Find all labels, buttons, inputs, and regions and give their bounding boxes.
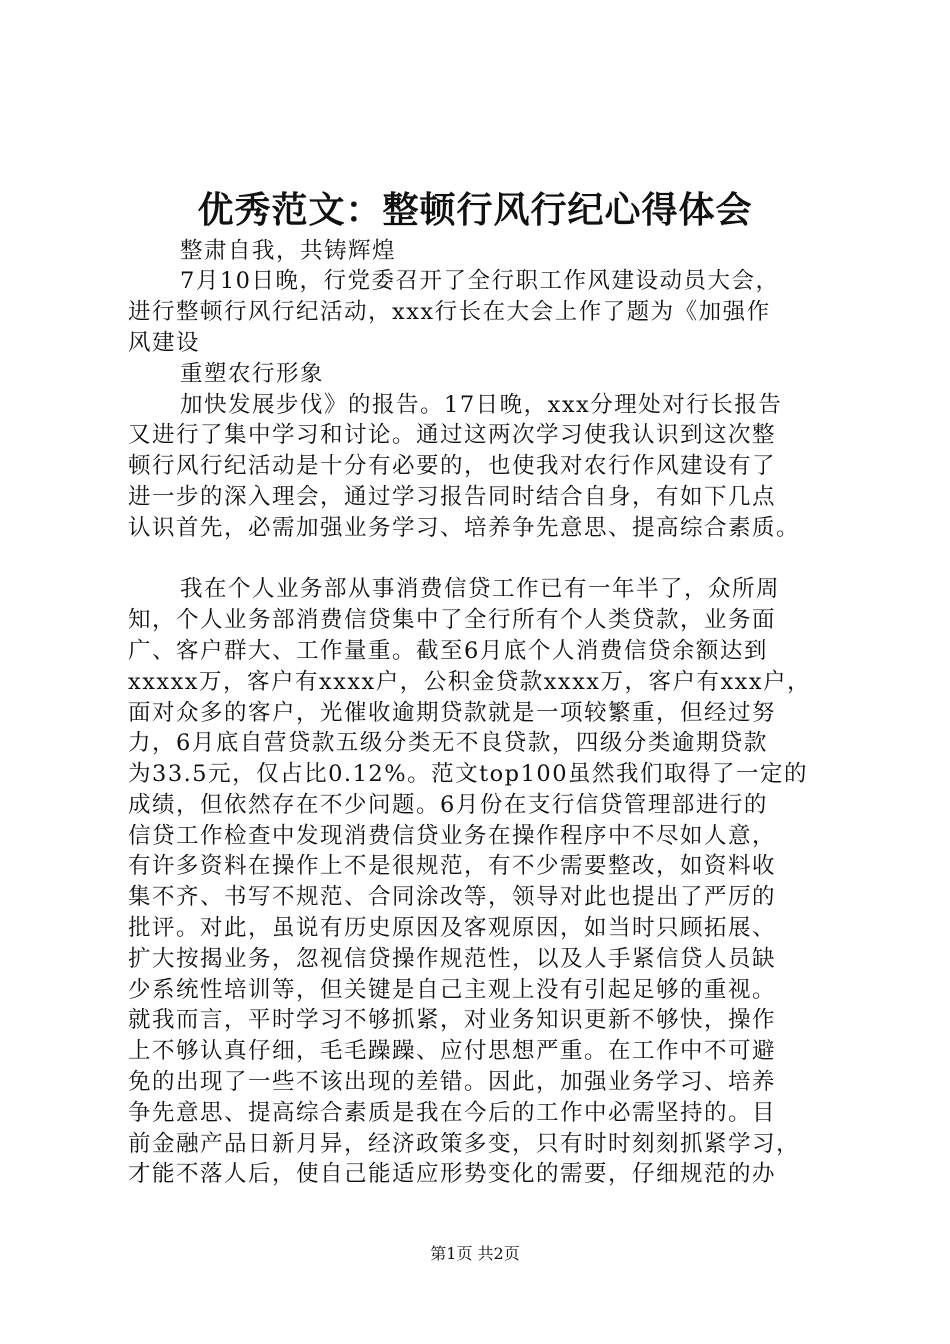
text-line: 批评。对此，虽说有历史原因及客观原因，如当时只顾拓展、	[128, 915, 777, 941]
text-line: 信贷工作检查中发现消费信贷业务在操作程序中不尽如人意，	[128, 823, 777, 849]
text-line: 前金融产品日新月异，经济政策多变，只有时时刻刻抓紧学习，	[128, 1131, 801, 1157]
text-line: 面对众多的客户，光催收逾期贷款就是一项较繁重，但经过努	[128, 700, 777, 726]
text-line: 成绩，但依然存在不少问题。6月份在支行信贷管理部进行的	[128, 792, 768, 818]
text-line: 知，个人业务部消费信贷集中了全行所有个人类贷款，业务面	[128, 607, 777, 633]
text-line: 为33.5元，仅占比0.12%。范文top100虽然我们取得了一定的	[128, 761, 809, 787]
text-line: 7月10日晚，行党委召开了全行职工作风建设动员大会，	[180, 268, 780, 294]
text-line: 集不齐、书写不规范、合同涂改等，领导对此也提出了严厉的	[128, 884, 777, 910]
text-line: 又进行了集中学习和讨论。通过这两次学习使我认识到这次整	[128, 422, 777, 448]
text-line: 扩大按揭业务，忽视信贷操作规范性，以及人手紧信贷人员缺	[128, 946, 777, 972]
page-number: 第1页 共2页	[430, 1244, 520, 1263]
text-line: 上不够认真仔细，毛毛躁躁、应付思想严重。在工作中不可避	[128, 1038, 777, 1064]
text-line: 有许多资料在操作上不是很规范，有不少需要整改，如资料收	[128, 853, 777, 879]
text-line: 广、客户群大、工作量重。截至6月底个人消费信贷余额达到	[128, 638, 768, 664]
text-line: 才能不落人后，使自己能适应形势变化的需要，仔细规范的办	[128, 1161, 777, 1187]
text-line: 我在个人业务部从事消费信贷工作已有一年半了，众所周	[180, 576, 781, 602]
text-line: 就我而言，平时学习不够抓紧，对业务知识更新不够快，操作	[128, 1007, 777, 1033]
document-title: 优秀范文：整顿行风行纪心得体会	[197, 189, 753, 231]
text-line: 免的出现了一些不该出现的差错。因此，加强业务学习、培养	[128, 1069, 777, 1095]
text-line: 进一步的深入理会，通过学习报告同时结合自身，有如下几点	[128, 484, 777, 510]
text-line: 重塑农行形象	[180, 361, 325, 387]
text-line: 顿行风行纪活动是十分有必要的，也使我对农行作风建设有了	[128, 453, 777, 479]
text-line: 进行整顿行风行纪活动，xxx行长在大会上作了题为《加强作	[128, 299, 771, 325]
text-line: 争先意思、提高综合素质是我在今后的工作中必需坚持的。目	[128, 1100, 777, 1126]
text-line: 风建设	[128, 330, 201, 356]
text-line: 认识首先，必需加强业务学习、培养争先意思、提高综合素质。	[128, 515, 801, 541]
text-line: xxxxx万，客户有xxxx户，公积金贷款xxxx万，客户有xxx户，	[128, 669, 812, 695]
text-line: 少系统性培训等，但关键是自己主观上没有引起足够的重视。	[128, 977, 777, 1003]
text-line: 加快发展步伐》的报告。17日晚，xxx分理处对行长报告	[180, 392, 783, 418]
text-line: 力，6月底自营贷款五级分类无不良贷款，四级分类逾期贷款	[128, 730, 768, 756]
text-line: 整肃自我，共铸辉煌	[180, 238, 397, 264]
